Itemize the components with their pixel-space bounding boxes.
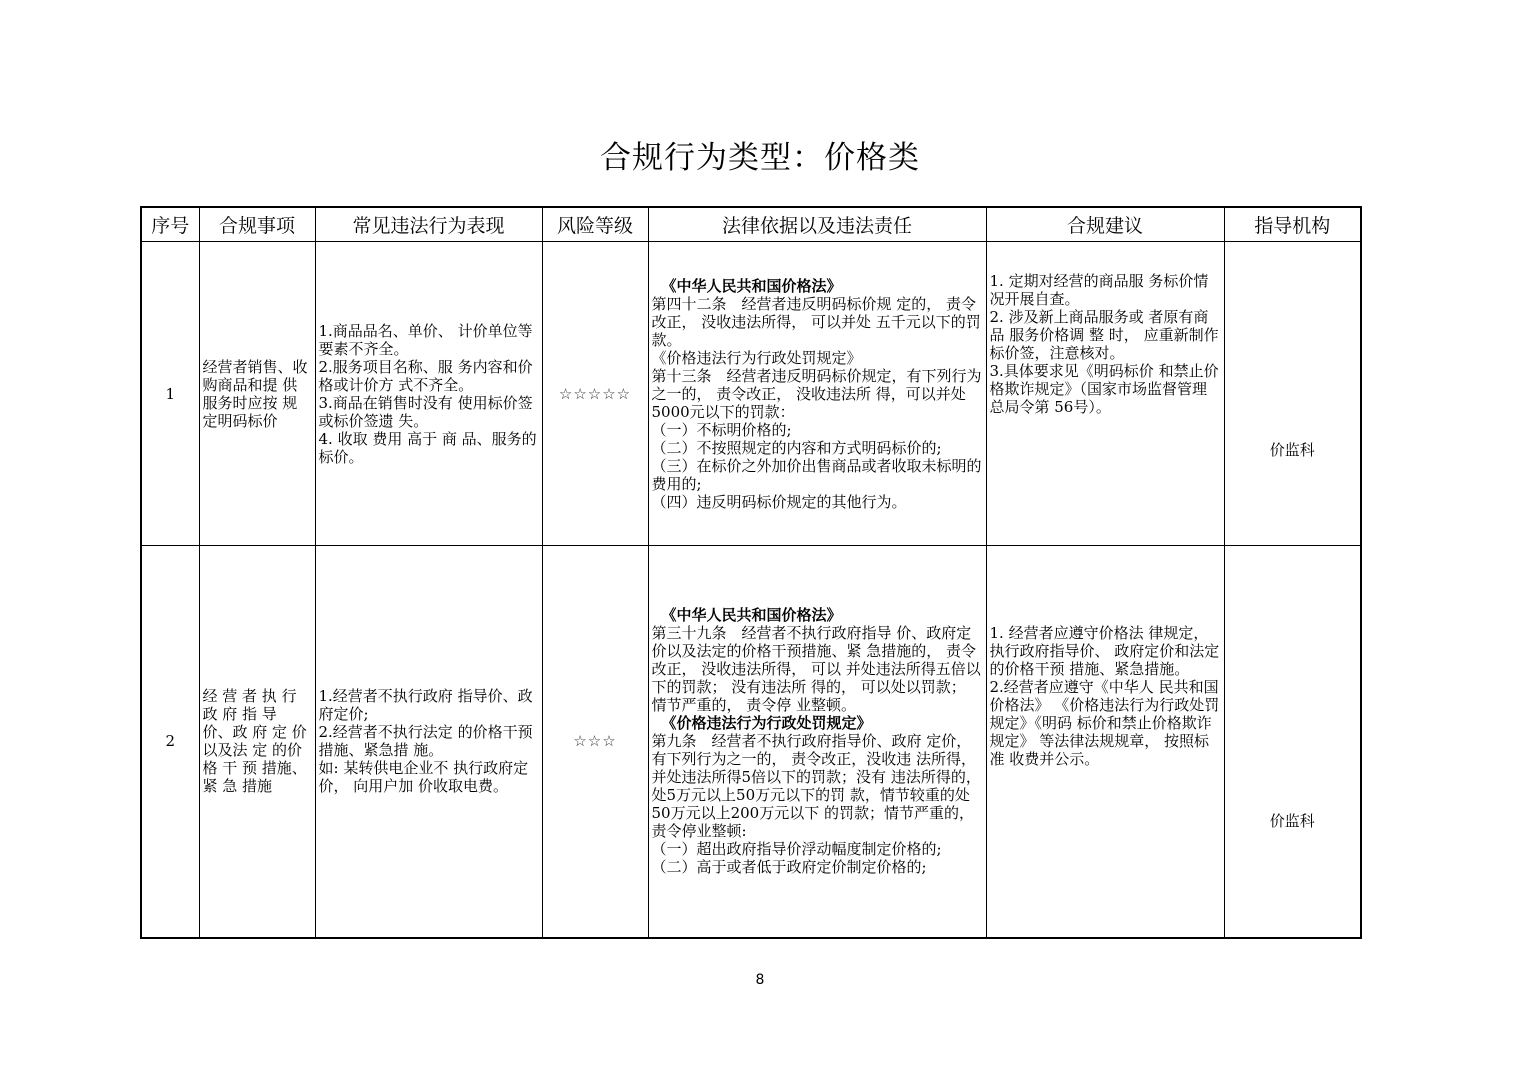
- violation-item: 2.服务项目名称、服 务内容和价格或计价方 式不齐全。: [318, 357, 533, 394]
- guidance-org: [1224, 546, 1361, 938]
- law-title: 《中华人民共和国价格法》: [661, 606, 842, 625]
- risk-rating: ☆☆☆☆☆: [542, 242, 648, 546]
- compliance-item: 经 营 者 执 行政 府 指 导 价、政 府 定 价以及法 定 的价 格 干 预 措施、 紧 急 措施: [199, 546, 315, 938]
- advice-item: 1. 经营者应遵守价格法 律规定，执行政府指导价、 政府定价和法定的价格干预 措施、紧急措施。: [989, 624, 1220, 678]
- row-number: 1: [141, 242, 199, 546]
- violation-list: [315, 546, 542, 938]
- violation-item: 如: 某转供电企业不 执行政府定价， 向用户加 价收取电费。: [318, 759, 529, 796]
- guidance-org: [1224, 242, 1361, 546]
- org-label: 价监科: [1269, 440, 1315, 459]
- violation-item: 1.商品品名、单价、 计价单位等要素不齐全。: [318, 321, 533, 358]
- compliance-item: 经营者销售、收购商品和提 供服务时应按 规定明码标价: [199, 242, 315, 546]
- header-cell: 风险等级: [542, 207, 648, 242]
- law-clause: （四）违反明码标价规定的其他行为。: [651, 492, 907, 511]
- header-cell: 指导机构: [1224, 207, 1361, 242]
- law-clause: 第三十九条 经营者不执行政府指导 价、政府定价以及法定的价格干预措施、紧 急措施的， 责令改正， 没收违法所得， 可以 并处违法所得五倍以下的罚款； 没有违法所 得的， 可以处以罚款； 情节严重的， 责令停 业整顿。: [651, 624, 981, 715]
- violation-item: 2.经营者不执行法定 的价格干预措施、紧急措 施。: [318, 723, 533, 760]
- law-title: 《价格违法行为行政处罚规定》: [651, 348, 862, 367]
- row-number: 2: [141, 546, 199, 938]
- violation-list: [315, 242, 542, 546]
- advice-item: 2.经营者应遵守《中华人 民共和国价格法》 《价格违法行为行政处罚规定》《明码 标价和禁止价格欺诈规定》 等法律法规规章， 按照标准 收费并公示。: [989, 678, 1220, 768]
- law-clause: （三）在标价之外加价出售商品或者收取未标明的费用的;: [651, 456, 982, 493]
- law-clause: 第九条 经营者不执行政府指导价、政府 定价，有下列行为之一的， 责令改正，没收违 法所得， 并处违法所得5倍以下的罚款；没有 违法所得的，处5万元以上50万元以下的罚 款，情节较重的处50万元以上200万元以下 的罚款；情节严重的， 责令停业整顿:: [651, 732, 981, 841]
- org-label: 价监科: [1269, 812, 1315, 831]
- compliance-table: [140, 206, 1362, 939]
- table-row: [141, 242, 1361, 546]
- law-title: 《价格违法行为行政处罚规定》: [661, 714, 872, 733]
- header-cell: 法律依据以及违法责任: [648, 207, 986, 242]
- advice-item: 3.具体要求见《明码标价 和禁止价格欺诈规定》（国家市场监督管理总局令第 56号）。: [989, 362, 1219, 416]
- advice-list: [986, 546, 1224, 938]
- header-row: [141, 207, 1361, 242]
- violation-item: 4. 收取 费用 高于 商 品、服务的标价。: [318, 429, 537, 466]
- advice-item: 1. 定期对经营的商品服 务标价情况开展自查。: [989, 272, 1209, 308]
- violation-item: 3.商品在销售时没有 使用标价签或标价签遗 失。: [318, 393, 533, 430]
- law-clause: （一）超出政府指导价浮动幅度制定价格的;: [651, 840, 942, 859]
- legal-basis: [648, 242, 986, 546]
- legal-basis: [648, 546, 986, 938]
- law-clause: 第十三条 经营者违反明码标价规定，有下列行为之一的， 责令改正， 没收违法所 得，可以并处5000元以下的罚款：: [651, 366, 982, 421]
- violation-item: 1.经营者不执行政府 指导价、政府定价;: [318, 687, 533, 724]
- header-cell: 合规事项: [199, 207, 315, 242]
- law-title: 《中华人民共和国价格法》: [661, 276, 842, 295]
- advice-list: [986, 242, 1224, 546]
- law-clause: （一）不标明价格的;: [651, 420, 792, 439]
- law-clause: （二）不按照规定的内容和方式明码标价的;: [651, 438, 942, 457]
- header-cell: 合规建议: [986, 207, 1224, 242]
- table-row: [141, 546, 1361, 938]
- advice-item: 2. 涉及新上商品服务或 者原有商品 服务价格调 整 时， 应重新制作标价签，注意核对。: [989, 308, 1219, 362]
- page-title: 合规行为类型：价格类: [600, 140, 920, 176]
- law-clause: （二）高于或者低于政府定价制定价格的;: [651, 858, 927, 877]
- header-cell: 常见违法行为表现: [315, 207, 542, 242]
- risk-rating: ☆☆☆: [542, 546, 648, 938]
- page-number: 8: [755, 972, 765, 988]
- law-clause: 第四十二条 经营者违反明码标价规 定的， 责令改正， 没收违法所得， 可以并处 五千元以下的罚款。: [651, 294, 981, 349]
- header-cell: 序号: [141, 207, 199, 242]
